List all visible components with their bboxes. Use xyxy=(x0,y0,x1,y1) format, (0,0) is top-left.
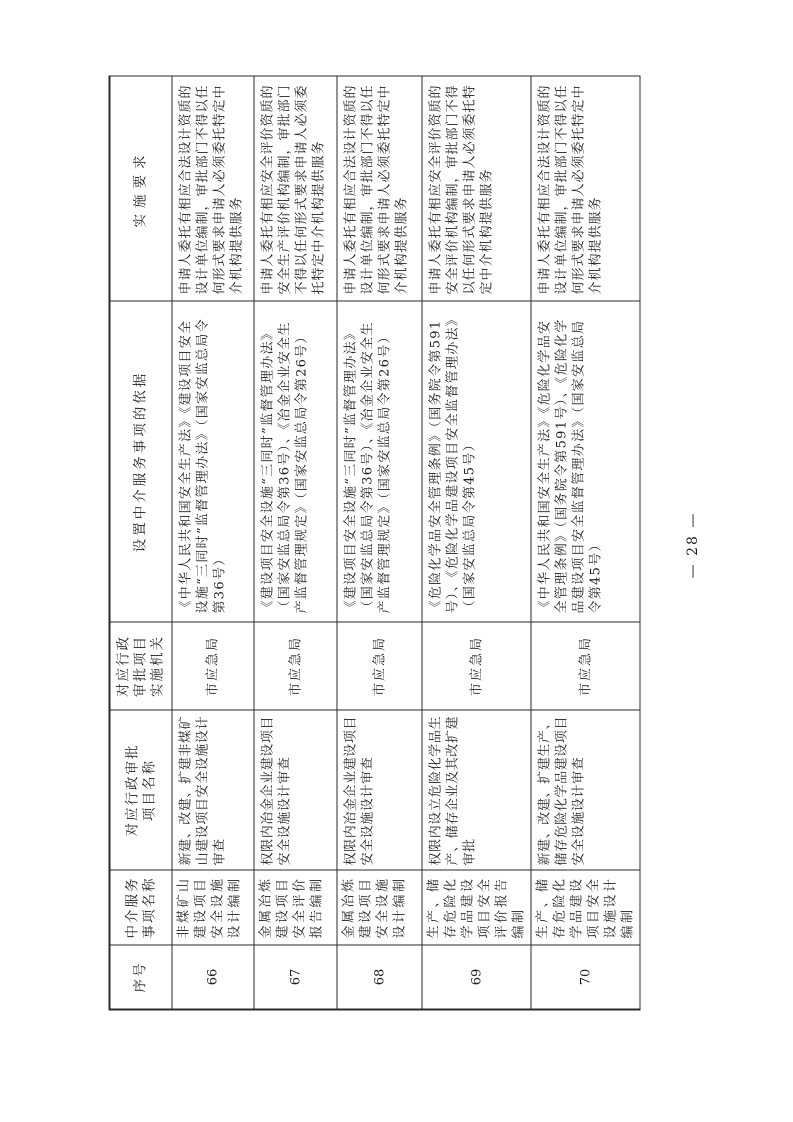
cell-agency: 市应急局 xyxy=(422,621,531,709)
table-row xyxy=(172,75,254,1008)
table-row xyxy=(337,75,422,1008)
cell-service-name: 金属冶炼建设项目安全评价报告编制 xyxy=(254,869,337,944)
cell-service-name: 金属冶炼建设项目安全设施设计编制 xyxy=(337,869,422,944)
cell-approval-name: 权限内冶金企业建设项目安全设施设计审查 xyxy=(254,709,337,869)
cell-approval-name: 权限内冶金企业建设项目安全设施设计审查 xyxy=(337,709,422,869)
cell-basis: 《中华人民共和国安全生产法》《建设项目安全设施“三同时”监督管理办法》（国家安监总局令第36号） xyxy=(172,300,254,621)
header-basis: 设置中介服务事项的依据 xyxy=(110,300,172,621)
cell-seq: 68 xyxy=(337,944,422,1008)
cell-approval-name: 新建、改建、扩建生产、储存危险化学品建设项目安全设施设计审查 xyxy=(531,709,640,869)
cell-agency: 市应急局 xyxy=(172,621,254,709)
header-requirement: 实施要求 xyxy=(110,75,172,300)
cell-requirement: 申请人委托有相应安全评价资质的安全评价机构编制，审批部门不得以任何形式要求申请人必须委托特定中介机构提供服务 xyxy=(422,75,531,300)
header-seq: 序号 xyxy=(110,944,172,1008)
cell-seq: 70 xyxy=(531,944,640,1008)
table-row xyxy=(422,75,531,1008)
cell-agency: 市应急局 xyxy=(254,621,337,709)
intermediary-services-table xyxy=(108,75,640,1010)
cell-basis: 《建设项目安全设施“三同时”监督管理办法》（国家安监总局令第36号）、《冶金企业安全生产监督管理规定》（国家安监总局令第26号） xyxy=(337,300,422,621)
cell-service-name: 生产、储存危险化学品建设项目安全设施设计编制 xyxy=(531,869,640,944)
cell-service-name: 非煤矿山建设项目安全设施设计编制 xyxy=(172,869,254,944)
cell-basis: 《中华人民共和国安全生产法》《危险化学品安全管理条例》（国务院令第591号）、《危险化学品建设项目安全监督管理办法》（国家安监总局令第45号） xyxy=(531,300,640,621)
page-number: — 28 — xyxy=(685,511,701,579)
cell-basis: 《危险化学品安全管理条例》（国务院令第591号）、《危险化学品建设项目安全监督管理办法》（国家安监总局令第45号） xyxy=(422,300,531,621)
cell-seq: 67 xyxy=(254,944,337,1008)
cell-requirement: 申请人委托有相应安全评价资质的安全生产评价机构编制，审批部门不得以任何形式要求申请人必须委托特定中介机构提供服务 xyxy=(254,75,337,300)
cell-agency: 市应急局 xyxy=(337,621,422,709)
cell-basis: 《建设项目安全设施“三同时”监督管理办法》（国家安监总局令第36号）、《冶金企业安全生产监督管理规定》（国家安监总局令第26号） xyxy=(254,300,337,621)
cell-approval-name: 新建、改建、扩建非煤矿山建设项目安全设施设计审查 xyxy=(172,709,254,869)
cell-requirement: 申请人委托有相应合法设计资质的设计单位编制，审批部门不得以任何形式要求申请人必须委托特定中介机构提供服务 xyxy=(337,75,422,300)
cell-requirement: 申请人委托有相应合法设计资质的设计单位编制，审批部门不得以任何形式要求申请人必须委托特定中介机构提供服务 xyxy=(172,75,254,300)
table-header-row xyxy=(110,75,172,1008)
table-row xyxy=(254,75,337,1008)
cell-requirement: 申请人委托有相应合法设计资质的设计单位编制，审批部门不得以任何形式要求申请人必须委托特定中介机构提供服务 xyxy=(531,75,640,300)
header-agency: 对应行政审批项目实施机关 xyxy=(110,621,172,709)
cell-seq: 66 xyxy=(172,944,254,1008)
header-approval-name: 对应行政审批项目名称 xyxy=(110,709,172,869)
cell-service-name: 生产、储存危险化学品建设项目安全评价报告编制 xyxy=(422,869,531,944)
table-row xyxy=(531,75,640,1008)
cell-seq: 69 xyxy=(422,944,531,1008)
cell-agency: 市应急局 xyxy=(531,621,640,709)
cell-approval-name: 权限内设立危险化学品生产、储存企业及其改扩建审批 xyxy=(422,709,531,869)
header-service-name: 中介服务事项名称 xyxy=(110,869,172,944)
